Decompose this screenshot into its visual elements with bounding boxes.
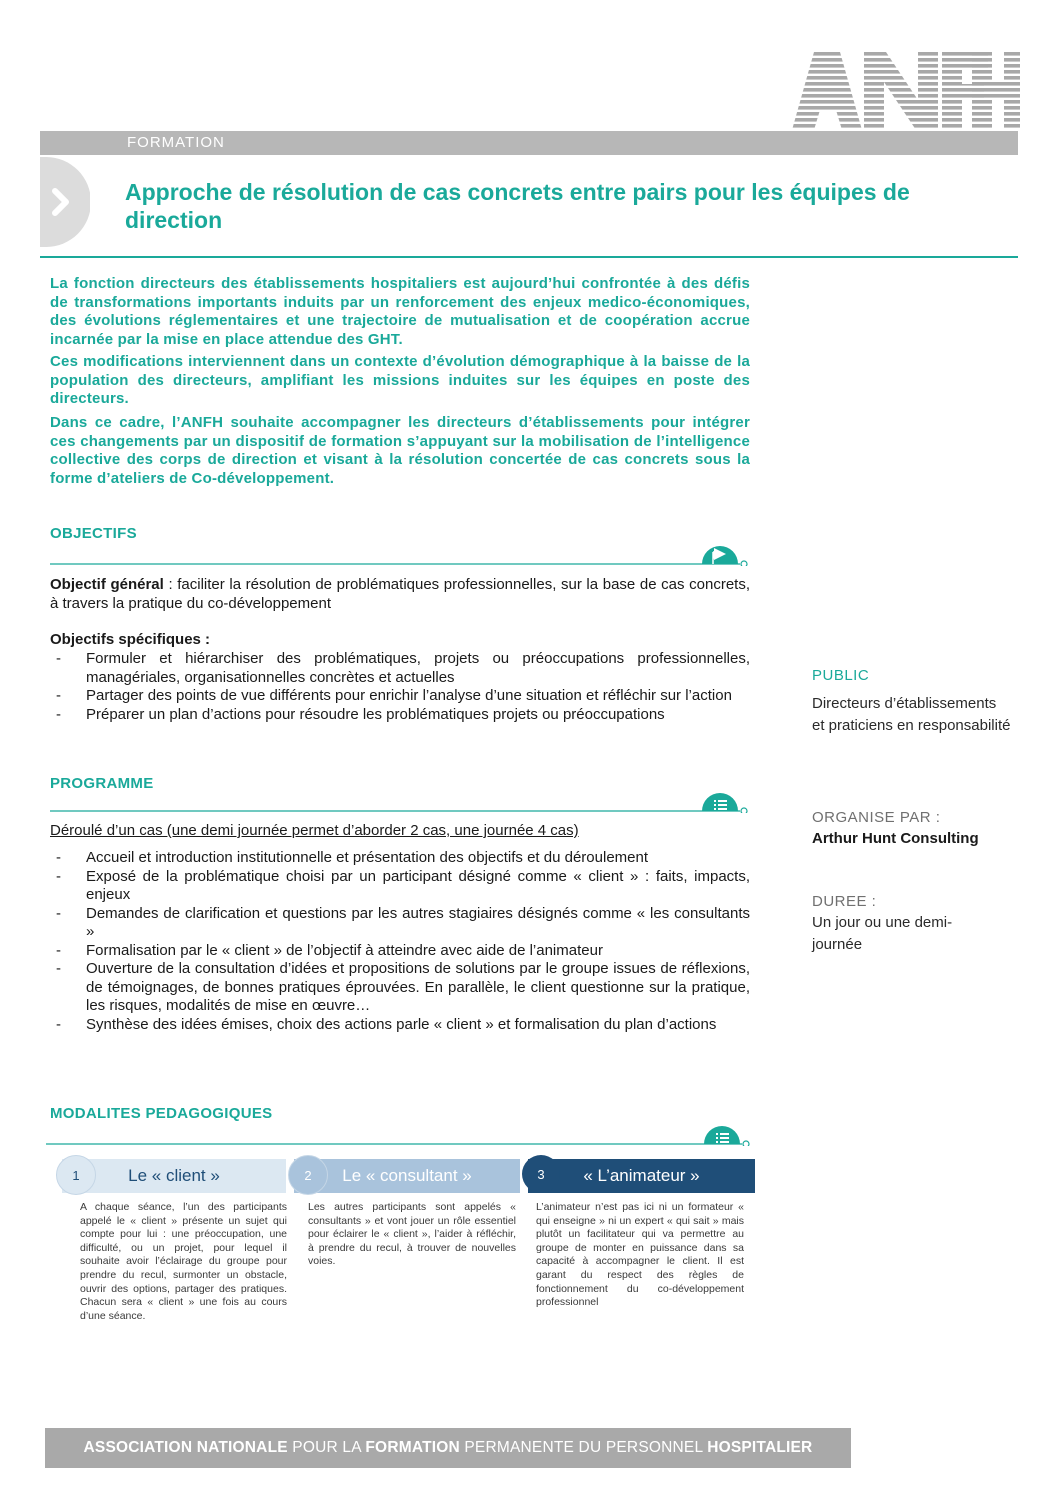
role-consultant-text: Les autres participants sont appelés « consultants » et vont jouer un rôle essentiel pour éclairer le « client », l’aider à réfléchir, à prendre du recul, à trouver de nouvelles voies. xyxy=(308,1201,516,1268)
footer-part: PERMANENTE DU PERSONNEL xyxy=(459,1439,708,1456)
footer-banner xyxy=(45,1428,851,1468)
objectifs-heading: OBJECTIFS xyxy=(50,525,137,542)
role-client-text: A chaque séance, l’un des participants appelé le « client » présente un sujet qui compte pour lui : une préoccupation, une difficulté, ou un projet, pour lequel il souhaite avoir l’éclairage du groupe pour prendre du recul, surmonter un obstacle, ouvrir des options, partager des pratiques. Chacun sera « client » une fois au cours d’une séance. xyxy=(80,1201,287,1322)
list-item: - Formuler et hiérarchiser des problématiques, projets ou préoccupations professionnelles, managériales, organisationnelles concrètes et actuelles xyxy=(50,650,750,687)
programme-heading: PROGRAMME xyxy=(50,775,154,792)
category-label: FORMATION xyxy=(127,134,225,151)
list-item: - Formalisation par le « client » de l’objectif à atteindre avec aide de l’animateur xyxy=(50,942,750,961)
footer-part: ASSOCIATION NATIONALE xyxy=(83,1439,288,1456)
public-heading: PUBLIC xyxy=(812,667,870,684)
footer-part: POUR LA xyxy=(287,1439,366,1456)
programme-subheading: Déroulé d’un cas (une demi journée permet d’aborder 2 cas, une journée 4 cas) xyxy=(50,822,579,839)
organise-heading: ORGANISE PAR : xyxy=(812,809,941,826)
intro-paragraph-1: La fonction directeurs des établissements hospitaliers est aujourd’hui confrontée à des défis de transformations importants induits par un renforcement des enjeux medico-économiques, des évolutions réglementaires et une trajectoire de mutualisation et de coopération accrue incarnée par la mise en place attendue des GHT. xyxy=(50,275,750,348)
organise-text: Arthur Hunt Consulting xyxy=(812,830,979,847)
objectif-general xyxy=(50,576,750,613)
intro-paragraph-3: Dans ce cadre, l’ANFH souhaite accompagner les directeurs d’établissements pour intégrer ces changements par un dispositif de formation s’appuyant sur la mobilisation de l’intelligence collective des corps de direction et visant à la résolution concertée de cas concrets sous la forme d’ateliers de Co-développement. xyxy=(50,414,750,487)
list-item: - Partager des points de vue différents pour enrichir l’analyse d’une situation et réfléchir sur l’action xyxy=(50,687,750,706)
chevron-right-icon xyxy=(40,157,90,247)
role-title: « L’animateur » xyxy=(583,1166,700,1185)
role-client-box xyxy=(62,1159,286,1193)
objectifs-specifiques-list xyxy=(50,650,750,724)
modalites-heading: MODALITES PEDAGOGIQUES xyxy=(50,1105,273,1122)
duree-text: Un jour ou une demi-journée xyxy=(812,914,953,953)
public-text: Directeurs d’établissements et praticiens en responsabilité xyxy=(812,695,1011,734)
objectif-general-text: : faciliter la résolution de problématiques professionnelles, sur la base de cas concrets, à travers la pratique du co-développement xyxy=(50,576,750,612)
role-title: Le « client » xyxy=(128,1166,220,1185)
objectifs-divider xyxy=(50,546,750,566)
footer-part: FORMATION xyxy=(365,1439,460,1456)
role-number: 2 xyxy=(288,1155,328,1195)
list-item: - Ouverture de la consultation d’idées et propositions de solutions par le groupe issues de réflexions, de témoignages, de bonnes pratiques éprouvées. En parallèle, le client questionne sur la pratique, les risques, modalités de mise en œuvre… xyxy=(50,960,750,1016)
role-animateur-box xyxy=(528,1159,755,1193)
intro-paragraph-2: Ces modifications interviennent dans un contexte d’évolution démographique à la baisse de la population des directeurs, amplifiant les missions induites sur les équipes en poste des directeurs. xyxy=(50,353,750,407)
page-title: Approche de résolution de cas concrets entre pairs pour les équipes de direction xyxy=(125,179,910,233)
programme-list xyxy=(50,849,750,1034)
programme-divider xyxy=(50,793,750,813)
role-animateur-text: L’animateur n’est pas ici ni un formateur « qui enseigne » ni un expert « qui sait » mais plutôt un facilitateur qui va permettre au groupe de monter en puissance dans sa capacité à accompagner le client. Il est garant du respect des règles de fonctionnement du co-développement professionnel xyxy=(536,1201,744,1309)
list-item: - Exposé de la problématique choisi par un participant désigné comme « client » : faits, impacts, enjeux xyxy=(50,868,750,905)
title-divider xyxy=(40,256,1018,258)
flag-icon xyxy=(703,546,733,566)
role-number: 3 xyxy=(522,1155,560,1193)
list-item: - Préparer un plan d’actions pour résoudre les problématiques projets ou préoccupations xyxy=(50,706,750,725)
objectifs-specifiques-label: Objectifs spécifiques : xyxy=(50,631,211,648)
anfh-logo xyxy=(792,52,1020,132)
list-item: - Synthèse des idées émises, choix des actions parle « client » et formalisation du plan d’actions xyxy=(50,1016,750,1035)
footer-part: HOSPITALIER xyxy=(707,1439,813,1456)
role-title: Le « consultant » xyxy=(342,1166,472,1185)
duree-heading: DUREE : xyxy=(812,893,877,910)
role-number: 1 xyxy=(56,1155,96,1195)
modalites-divider xyxy=(46,1126,752,1146)
list-item: - Demandes de clarification et questions par les autres stagiaires désignés comme « les consultants » xyxy=(50,905,750,942)
objectif-general-label: Objectif général xyxy=(50,576,164,593)
list-item: - Accueil et introduction institutionnelle et présentation des objectifs et du déroulement xyxy=(50,849,750,868)
role-consultant-box xyxy=(294,1159,520,1193)
